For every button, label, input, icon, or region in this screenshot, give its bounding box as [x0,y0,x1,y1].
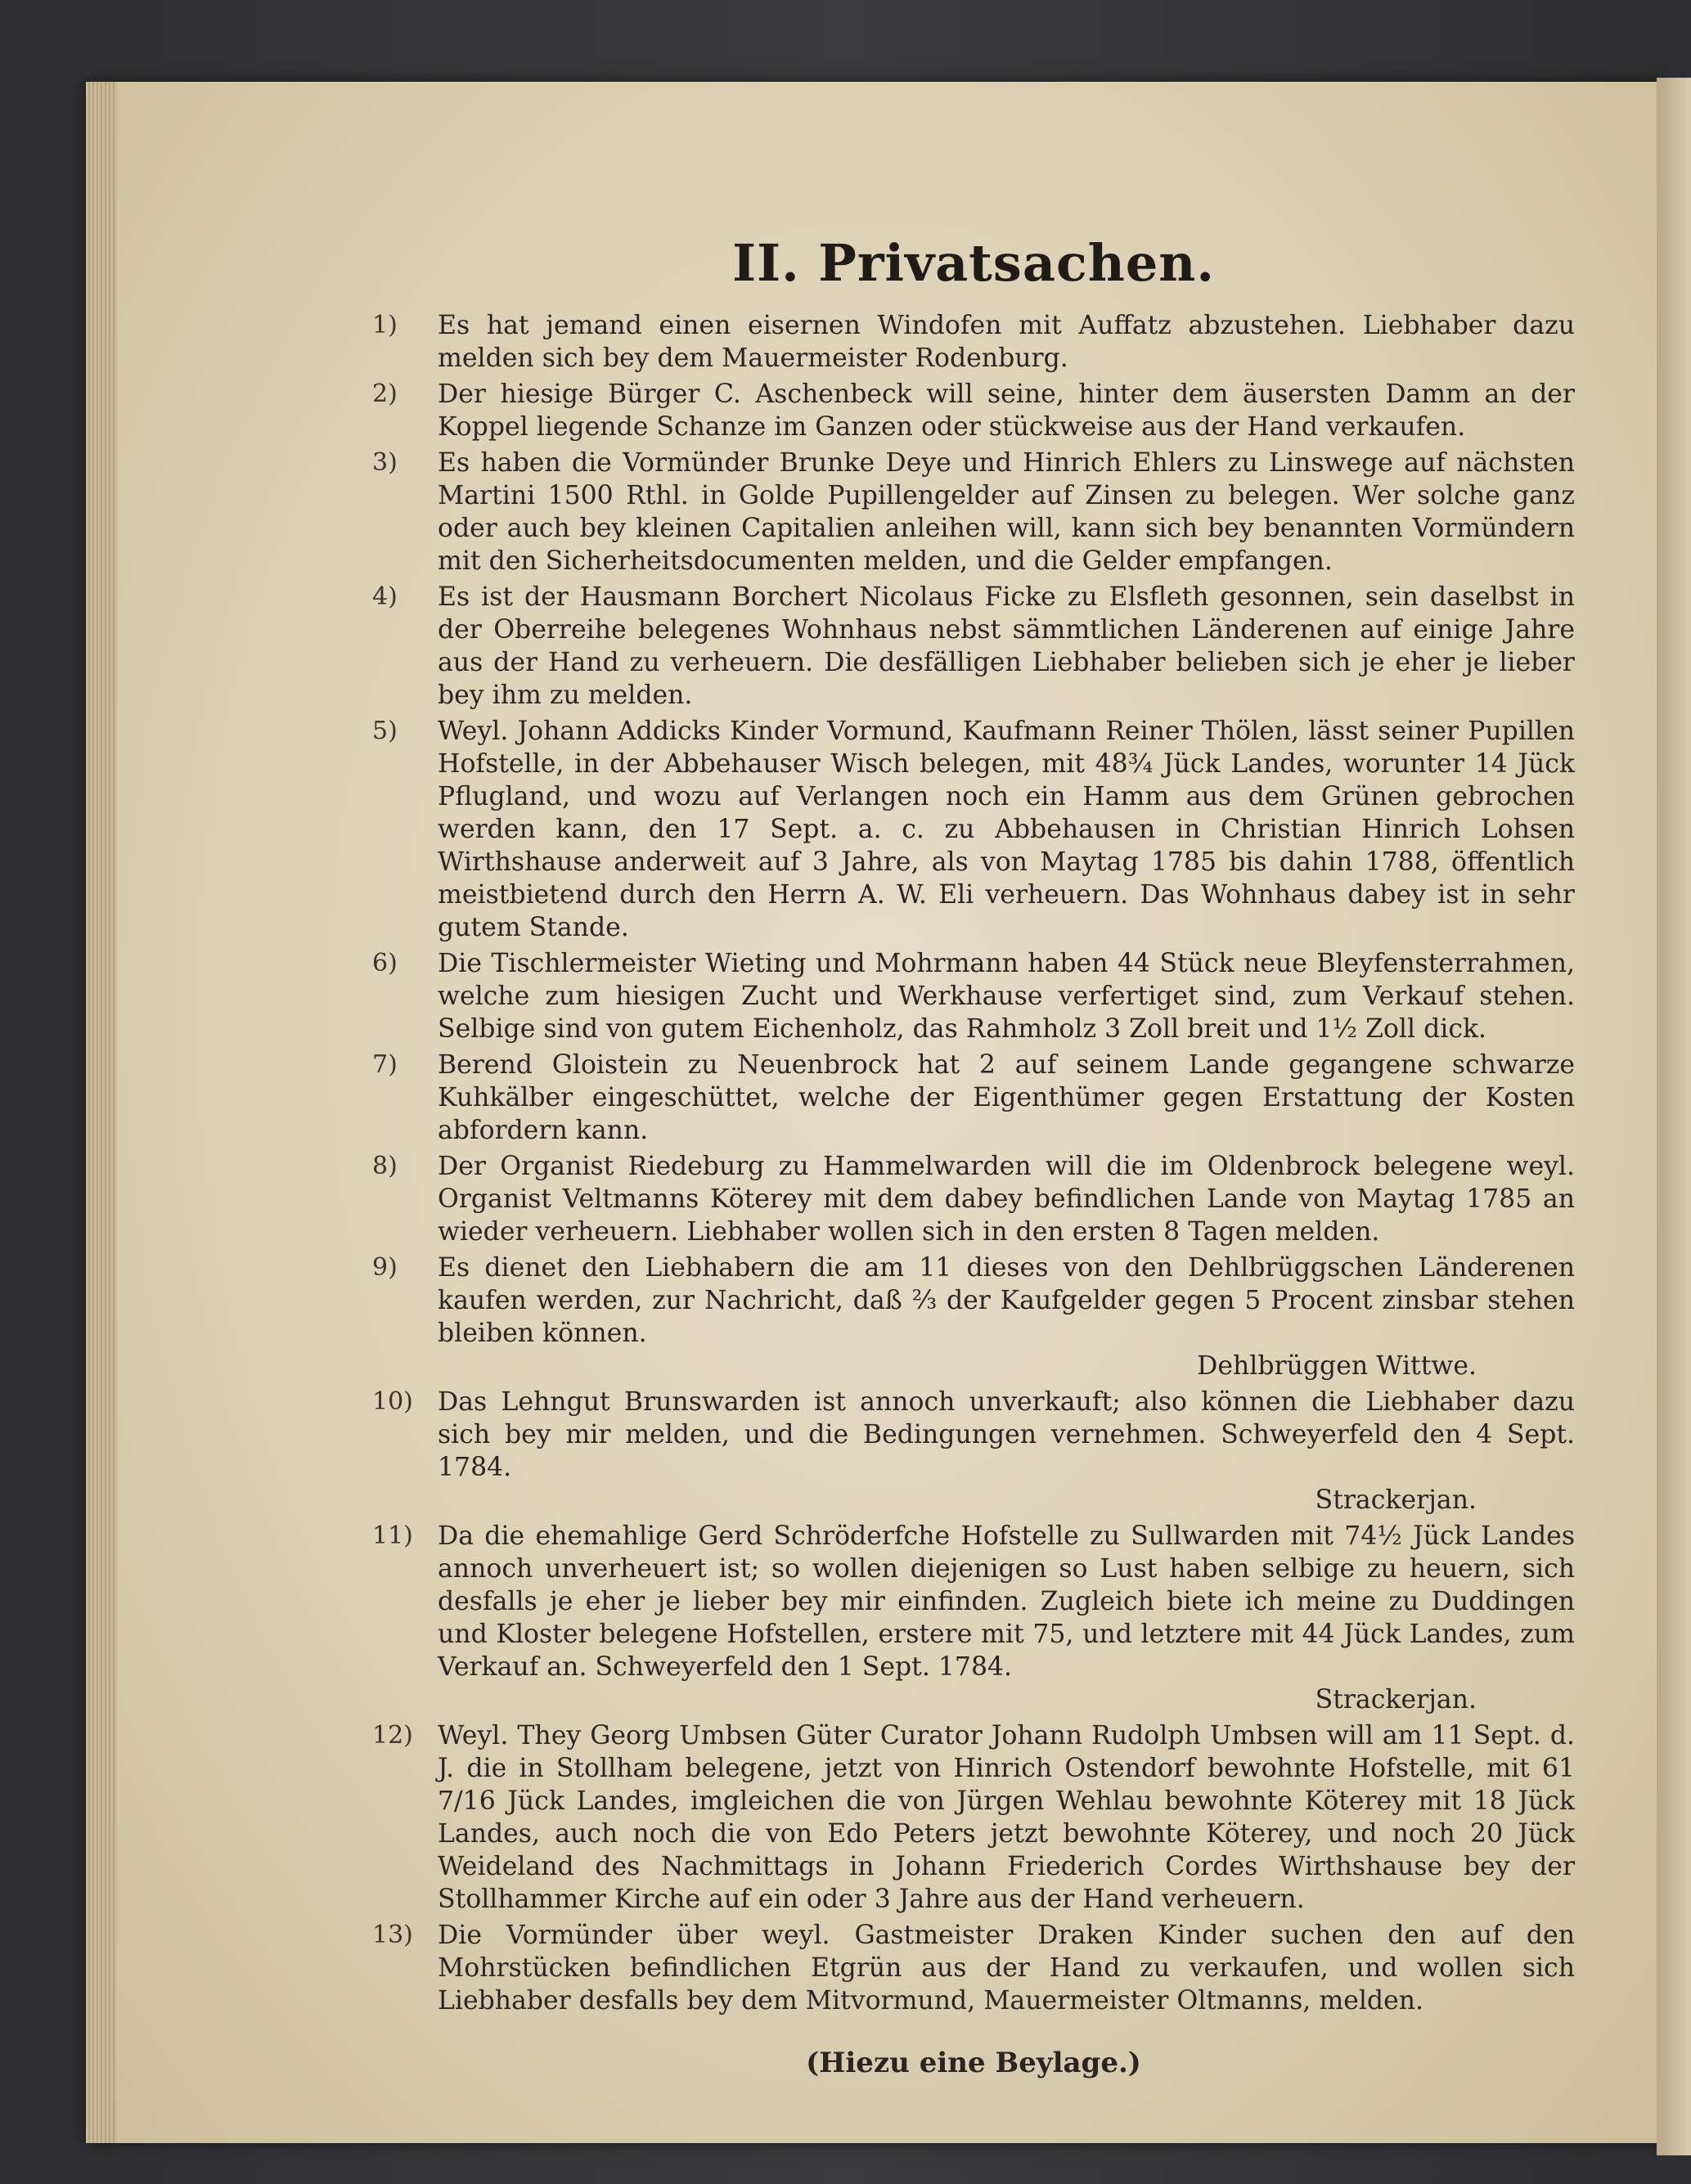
entry-text: Weyl. They Georg Umbsen Güter Curator Johann Rudolph Umbsen will am 11 Sept. d. J. die in Stollham belegene, jetzt von Hinrich Ostendorf bewohnte Hofstelle, mit 61 7/16 Jück Landes, imgleichen die von Jürgen Wehlau bewohnte Köterey mit 18 Jück Landes, auch noch die von Edo Peters jetzt bewohnte Köterey, und noch 20 Jück Weideland des Nachmittags in Johann Friederich Cordes Wirthshause bey der Stollhammer Kirche auf ein oder 3 Jahre aus der Hand verheuern. [438,1721,1575,1914]
notice-entry [372,1386,1575,1517]
notice-entry [372,378,1575,443]
notice-entry [372,715,1575,944]
entry-signature: Dehlbrüggen Wittwe. [1197,1351,1477,1381]
notice-entry [372,447,1575,577]
entry-text: Die Tischlermeister Wieting und Mohrmann haben 44 Stück neue Bleyfensterrahmen, welche zum hiesigen Zucht und Werkhause verfertiget sind, zum Verkauf stehen. Selbige sind von gutem Eichenholz, das Rahmholz 3 Zoll breit und 1½ Zoll dick. [438,949,1575,1044]
entry-number: 8) [372,1152,398,1180]
entry-number: 13) [372,1921,413,1949]
entry-number: 12) [372,1721,413,1750]
entry-text: Die Vormünder über weyl. Gastmeister Draken Kinder suchen den auf den Mohrstücken befindlichen Etgrün aus der Hand zu verkaufen, und wollen sich Liebhaber desfalls bey dem Mitvormund, Mauermeister Oltmanns, melden. [438,1921,1575,2015]
entry-number: 7) [372,1050,398,1079]
notice-entry [372,1150,1575,1248]
entry-text: Weyl. Johann Addicks Kinder Vormund, Kaufmann Reiner Thölen, lässt seiner Pupillen Hofstelle, in der Abbehauser Wisch belegen, mit 48¾ Jück Landes, worunter 14 Jück Pflugland, und wozu auf Verlangen noch ein Hamm aus dem Grünen gebrochen werden kann, den 17 Sept. a. c. zu Abbehausen in Christian Hinrich Lohsen Wirthshause anderweit auf 3 Jahre, als von Maytag 1785 bis dahin 1788, öffentlich meistbietend durch den Herrn A. W. Eli verheuern. Das Wohnhaus dabey ist in sehr gutem Stande. [438,717,1575,942]
entry-text: Es haben die Vormünder Brunke Deye und Hinrich Ehlers zu Linswege auf nächsten Martini 1500 Rthl. in Golde Pupillengelder auf Zinsen zu belegen. Wer solche ganz oder auch bey kleinen Capitalien anleihen will, kann sich bey benannten Vormündern mit den Sicherheitsdocumenten melden, und die Gelder empfangen. [438,448,1575,576]
entry-number: 9) [372,1253,398,1282]
notice-entry [372,1252,1575,1382]
entry-number: 6) [372,949,398,977]
entry-number: 3) [372,448,398,477]
entry-number: 11) [372,1521,413,1550]
page-edge [86,82,117,2143]
entry-number: 5) [372,717,398,745]
entry-signature: Strackerjan. [1315,1485,1477,1515]
notice-entry [372,1919,1575,2017]
notice-entry [372,1719,1575,1916]
entry-number: 2) [372,380,398,408]
notice-entry [372,581,1575,712]
supplement-note: (Hiezu eine Beylage.) [806,2047,1141,2079]
entry-text: Der Organist Riedeburg zu Hammelwarden will die im Oldenbrock belegene weyl. Organist Veltmanns Köterey mit dem dabey befindlichen Lande von Maytag 1785 an wieder verheuern. Liebhaber wollen sich in den ersten 8 Tagen melden. [438,1152,1575,1247]
entry-text: Es hat jemand einen eisernen Windofen mit Auffatz abzustehen. Liebhaber dazu melden sich bey dem Mauermeister Rodenburg. [438,311,1575,373]
entry-text: Der hiesige Bürger C. Aschenbeck will seine, hinter dem äusersten Damm an der Koppel liegende Schanze im Ganzen oder stückweise aus der Hand verkaufen. [438,380,1575,442]
notice-entry [372,947,1575,1045]
page-content [372,233,1575,2079]
entry-signature: Strackerjan. [1315,1685,1477,1714]
entry-text: Berend Gloistein zu Neuenbrock hat 2 auf seinem Lande gegangene schwarze Kuhkälber eingeschüttet, welche der Eigenthümer gegen Erstattung der Kosten abfordern kann. [438,1050,1575,1145]
entry-number: 4) [372,582,398,611]
notice-entry [372,1520,1575,1716]
entry-text: Es ist der Hausmann Borchert Nicolaus Ficke zu Elsfleth gesonnen, sein daselbst in der Oberreihe belegenes Wohnhaus nebst sämmtlichen Länderenen auf einige Jahre aus der Hand zu verheuern. Die desfälligen Liebhaber belieben sich je eher je lieber bey ihm zu melden. [438,582,1575,710]
entry-text: Da die ehemahlige Gerd Schröderfche Hofstelle zu Sullwarden mit 74½ Jück Landes annoch unverheuert ist; so wollen diejenigen so Lust haben selbige zu heuern, sich desfalls je eher je lieber bey mir einfinden. Zugleich biete ich meine zu Duddingen und Kloster belegene Hofstellen, erstere mit 75, und letztere mit 44 Jück Landes, zum Verkauf an. Schweyerfeld den 1 Sept. 1784. [438,1521,1575,1682]
entry-text: Das Lehngut Brunswarden ist annoch unverkauft; also können die Liebhaber dazu sich bey mir melden, und die Bedingungen vernehmen. Schweyerfeld den 4 Sept. 1784. [438,1387,1575,1482]
notice-entry [372,1049,1575,1147]
entry-text: Es dienet den Liebhabern die am 11 dieses von den Dehlbrüggschen Länderenen kaufen werden, zur Nachricht, daß ⅔ der Kaufgelder gegen 5 Procent zinsbar stehen bleiben können. [438,1253,1575,1348]
entry-number: 1) [372,311,398,339]
next-page-edge [1657,78,1691,2155]
notice-entry [372,309,1575,375]
entry-number: 10) [372,1387,413,1416]
section-heading: II. Privatsachen. [732,233,1215,293]
